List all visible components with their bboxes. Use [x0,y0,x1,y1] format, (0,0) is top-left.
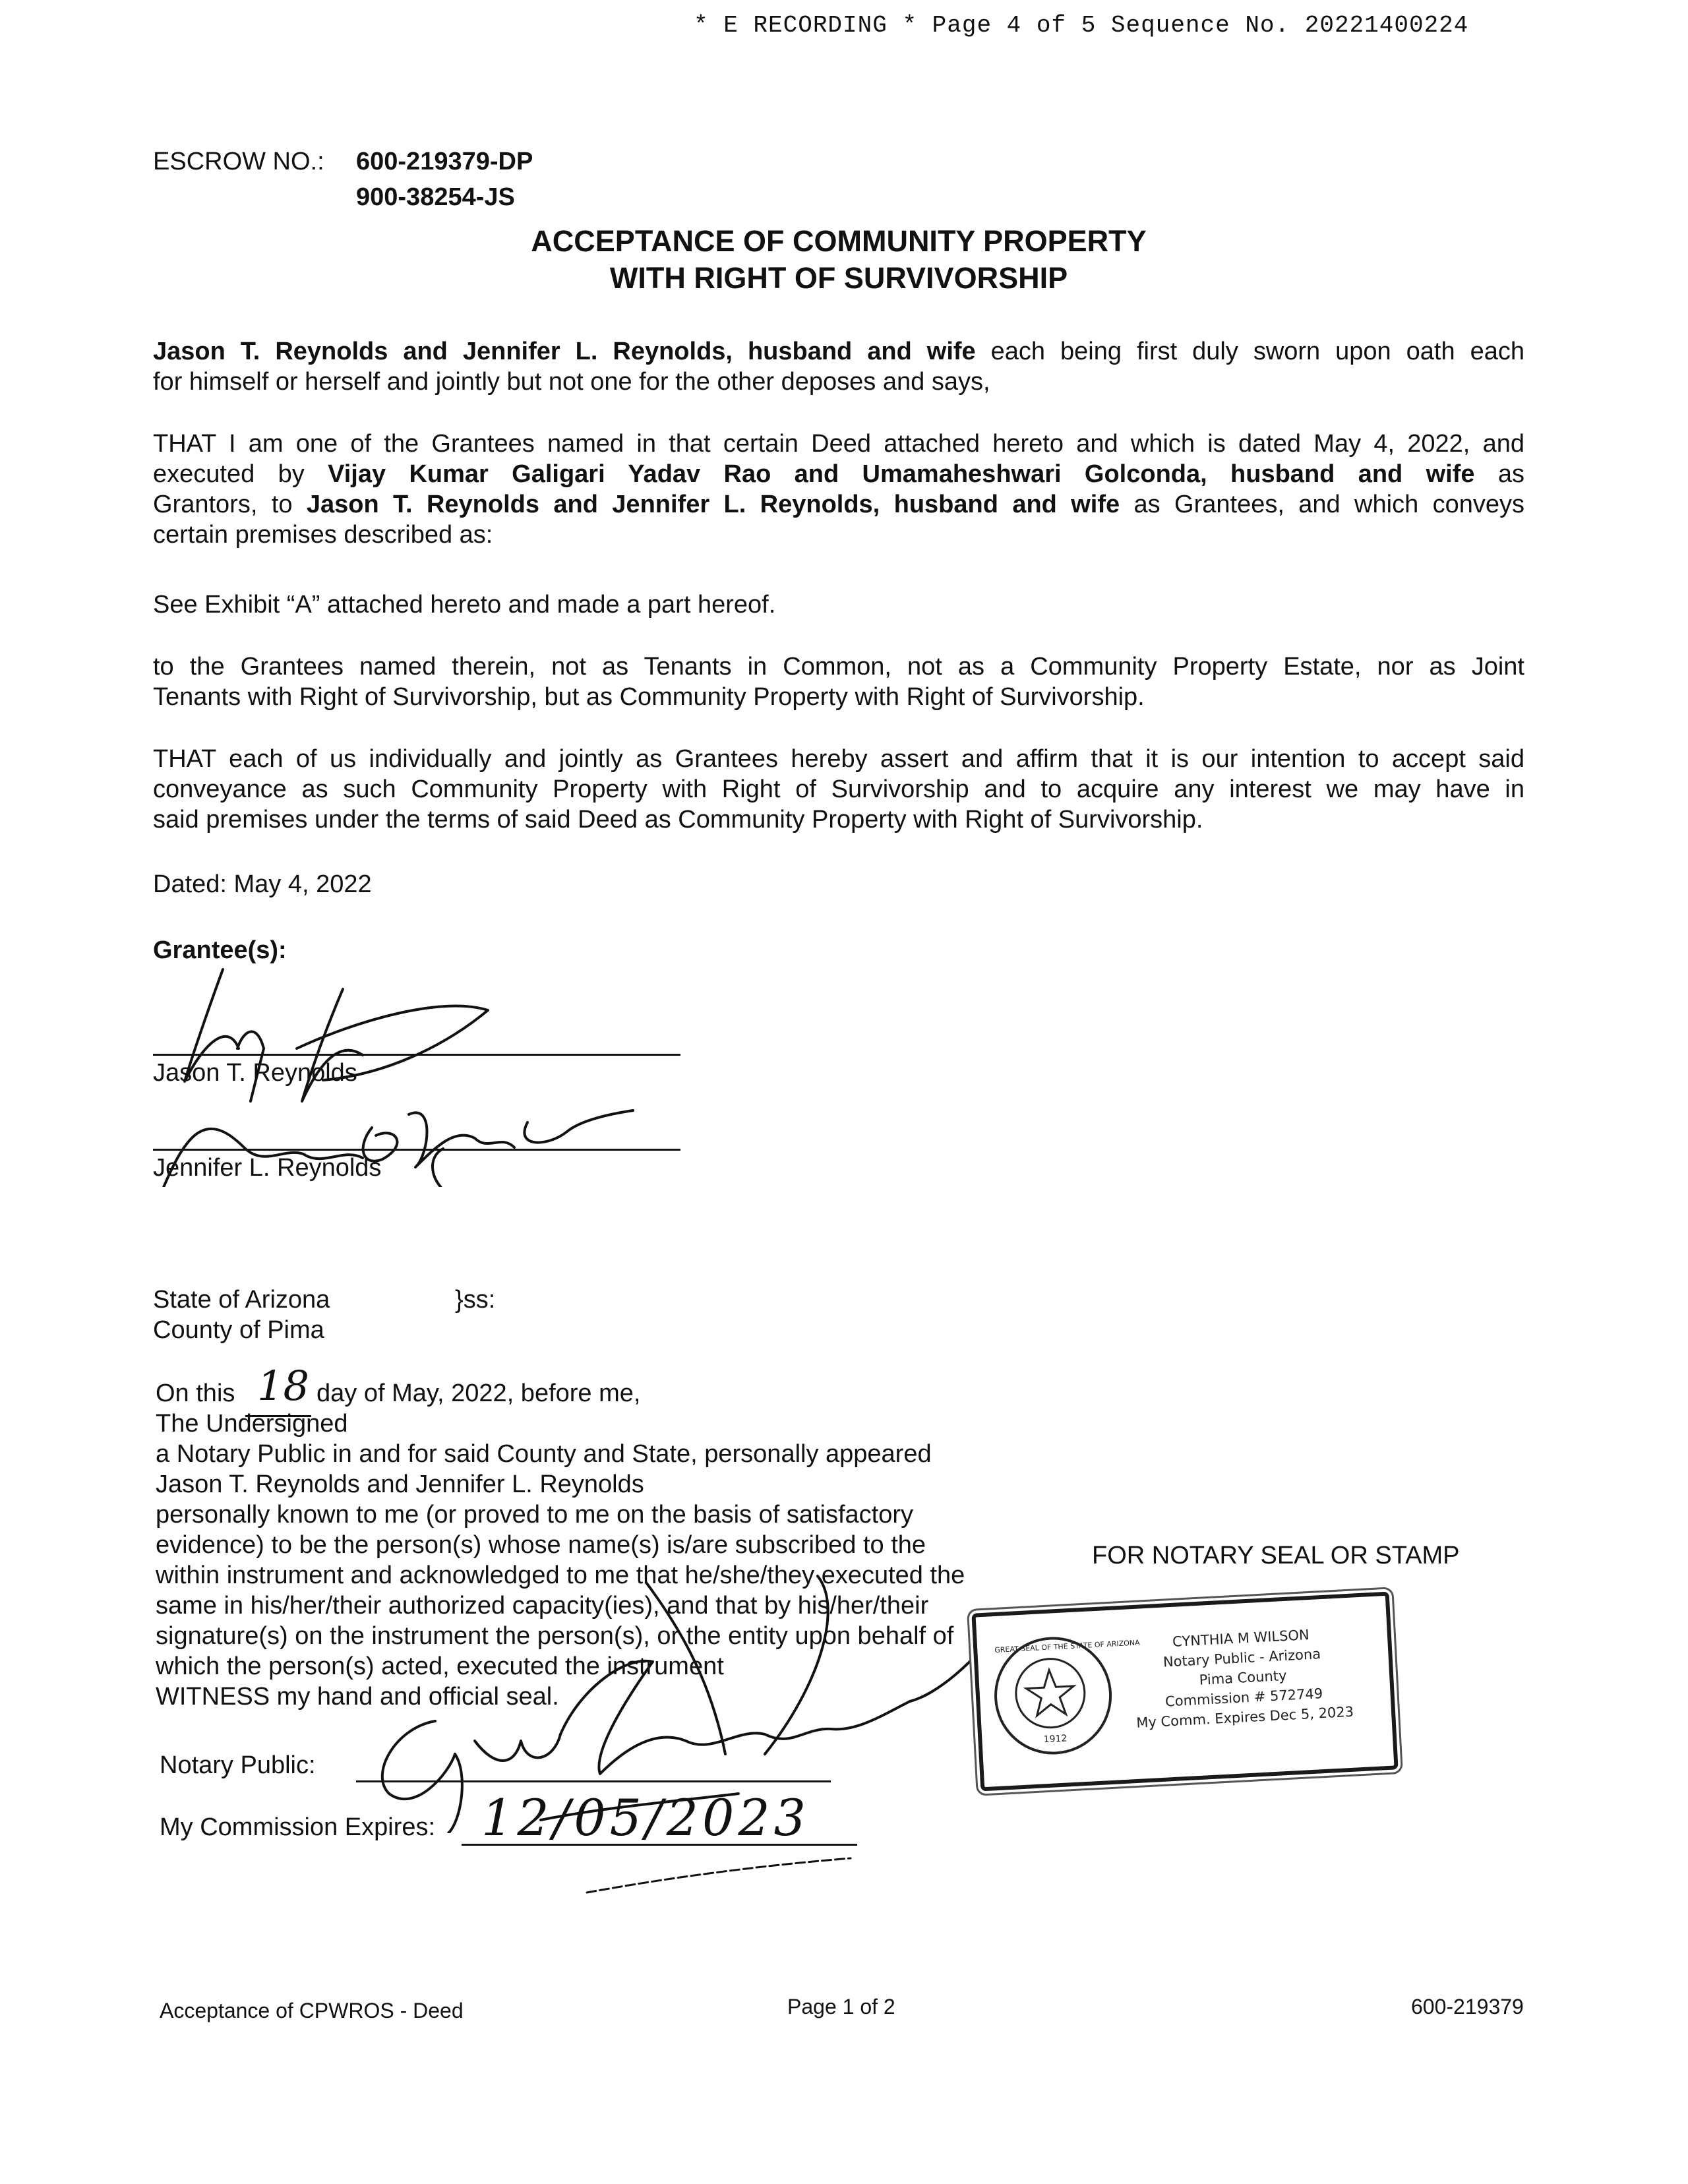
escrow-number-1: 600-219379-DP [356,148,533,175]
footer-right: 600-219379 [1411,1995,1524,2018]
paragraph-tenancy [153,652,1524,712]
notary-signature [343,1556,1042,1833]
acknowledgment-line: evidence) to be the person(s) whose name(s) is/are subscribed to the [156,1531,926,1559]
text-span: each being first duly sworn upon oath each [975,338,1524,365]
stamp-county: Pima County [1199,1667,1287,1688]
grantees-names: Jason T. Reynolds and Jennifer L. Reynolds, husband and wife [153,338,976,365]
acknowledgment-line: same in his/her/their authorized capacity(ies), and that by his/her/their [156,1592,929,1620]
state-seal-emblem [992,1634,1140,1757]
signatory-1-name: Jason T. Reynolds [153,1059,357,1087]
stamp-commission: Commission # 572749 [1164,1685,1323,1710]
acknowledgment-line: personally known to me (or proved to me on the basis of satisfactory [156,1501,913,1529]
grantors-names: Vijay Kumar Galigari Yadav Rao and Umamaheshwari Golconda, husband and wife [328,460,1475,488]
paragraph-line: THAT I am one of the Grantees named in that certain Deed attached hereto and which is dated May 4, 2022, and [153,430,1524,458]
acknowledgment-line: WITNESS my hand and official seal. [156,1683,559,1711]
grantees-heading: Grantee(s): [153,936,287,964]
acknowledgment-line: signature(s) on the instrument the person(s), or the entity upon behalf of [156,1622,954,1650]
title-line-2: WITH RIGHT OF SURVIVORSHIP [609,261,1068,295]
paragraph-line: for himself or herself and jointly but not one for the other deposes and says, [153,368,990,396]
notary-stamp [971,1592,1398,1792]
day-handwritten: 18 [257,1362,309,1410]
notary-public-label: Notary Public: [160,1751,316,1779]
escrow-label: ESCROW NO.: [153,148,324,175]
paragraph-line: said premises under the terms of said Deed as Community Property with Right of Survivorship. [153,806,1203,834]
escrow-number-2: 900-38254-JS [356,183,515,211]
undersigned: The Undersigned [156,1410,348,1438]
commission-expires-handwritten: 12/05/2023 [481,1788,810,1847]
day-rest: day of May, 2022, before me, [316,1380,641,1407]
on-this-label: On this [156,1380,235,1407]
commission-expires-label: My Commission Expires: [160,1813,436,1841]
dated-line: Dated: May 4, 2022 [153,870,372,898]
text-span: as Grantees, and which conveys [1120,491,1524,518]
paragraph-line [153,459,1524,489]
acknowledgment-line: Jason T. Reynolds and Jennifer L. Reynolds [156,1471,644,1498]
paragraph-deed [153,429,1524,550]
stamp-text [1108,1622,1377,1734]
title-line-1: ACCEPTANCE OF COMMUNITY PROPERTY [531,224,1147,258]
paragraph-affirmation [153,744,1524,835]
recording-header: * E RECORDING * Page 4 of 5 Sequence No. 20221400224 [694,12,1469,39]
venue-ss: }ss: [455,1286,496,1314]
acknowledgment-line: which the person(s) acted, executed the instrument [156,1653,724,1680]
paragraph-grantees [153,336,1524,397]
text-span: Grantors, to [153,491,307,518]
seal-emblem-text: GREAT SEAL OF THE STATE OF ARIZONA [994,1638,1140,1655]
paragraph-line: conveyance as such Community Property with Right of Survivorship and to acquire any interest we may have in [153,775,1524,803]
venue-state: State of Arizona [153,1286,330,1314]
seal-emblem-year: 1912 [1043,1733,1068,1745]
text-span: as [1474,460,1525,488]
paragraph-exhibit: See Exhibit “A” attached hereto and made a part hereof. [153,591,776,619]
paragraph-line: certain premises described as: [153,521,493,549]
footer-page-number: Page 1 of 2 [787,1995,895,2018]
signatory-2-name: Jennifer L. Reynolds [153,1154,382,1182]
grantee-signatures [145,950,646,1187]
seal-caption: FOR NOTARY SEAL OR STAMP [1092,1542,1460,1569]
stamp-expires: My Comm. Expires Dec 5, 2023 [1135,1703,1354,1731]
paragraph-line [153,336,1524,367]
paragraph-line [153,489,1524,520]
document-title [153,223,1524,297]
footer-left: Acceptance of CPWROS - Deed [160,1999,464,2022]
stamp-notary-name: CYNTHIA M WILSON [1172,1627,1310,1650]
acknowledgment-line: a Notary Public in and for said County and State, personally appeared [156,1440,932,1468]
text-span: executed by [153,460,328,488]
grantees-names: Jason T. Reynolds and Jennifer L. Reynolds, husband and wife [306,491,1120,518]
paragraph-line: Tenants with Right of Survivorship, but as Community Property with Right of Survivorship. [153,683,1145,711]
stamp-notary-title: Notary Public - Arizona [1162,1646,1321,1670]
paragraph-line: THAT each of us individually and jointly as Grantees hereby assert and affirm that it is our intention to accept said [153,745,1524,773]
acknowledgment-line: within instrument and acknowledged to me that he/she/they executed the [156,1562,965,1589]
venue-county: County of Pima [153,1316,324,1344]
paragraph-line: to the Grantees named therein, not as Tenants in Common, not as a Community Property Estate, nor as Joint [153,653,1524,681]
handwriting-stroke [580,1853,857,1899]
